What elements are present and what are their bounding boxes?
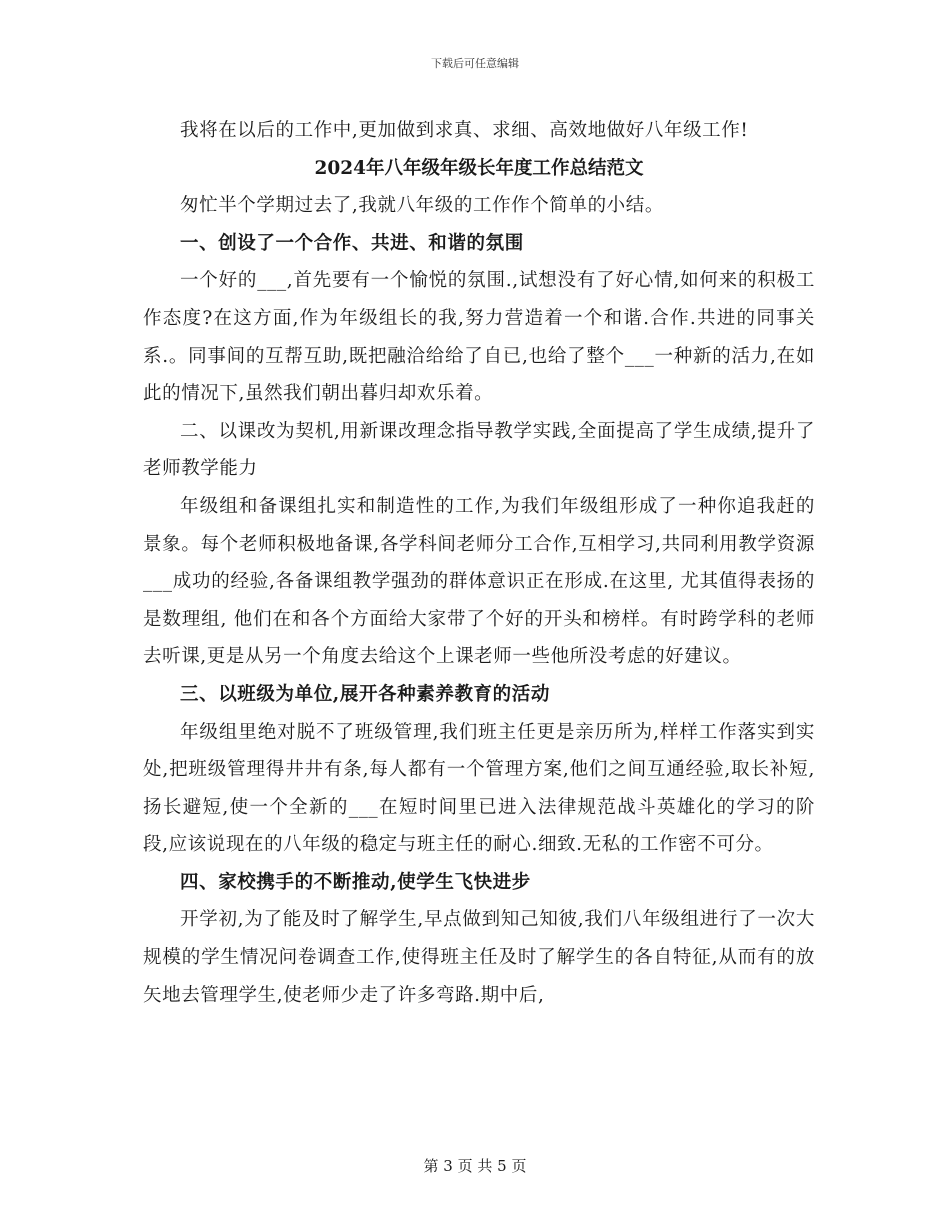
page-header: 下载后可任意编辑 bbox=[431, 57, 519, 70]
section-heading-3: 三、以班级为单位,展开各种素养教育的活动 bbox=[180, 683, 550, 705]
paragraph-opening: 匆忙半个学期过去了,我就八年级的工作作个简单的小结。 bbox=[180, 195, 664, 217]
paragraph-section-3: 年级组里绝对脱不了班级管理,我们班主任更是亲历所为,样样工作落实到实处,把班级管理得井井有条,每人都有一个管理方案,他们之间互通经验,取长补短,扬长避短,使一个全新的___在短时间里已进入法律规范战斗英雄化的学习的阶段,应该说现在的八年级的稳定与班主任的耐心.细致.无私的工作密不可分。 bbox=[143, 721, 815, 856]
page-number-footer: 第 3 页 共 5 页 bbox=[423, 1157, 527, 1175]
paragraph-section-1: 一个好的___,首先要有一个愉悦的氛围.,试想没有了好心情,如何来的积极工作态度?在这方面,作为年级组长的我,努力营造着一个和谐.合作.共进的同事关系.。同事间的互帮互助,既把融洽给给了自已,也给了整个___一种新的活力,在如此的情况下,虽然我们朝出暮归却欢乐着。 bbox=[143, 270, 815, 405]
paragraph-section-2: 年级组和备课组扎实和制造性的工作,为我们年级组形成了一种你追我赶的景象。每个老师积极地备课,各学科间老师分工合作,互相学习,共同利用教学资源___成功的经验,各备课组教学强劲的群体意识正在形成.在这里, 尤其值得表扬的是数理组, 他们在和各个方面给大家带了个好的开头和榜样。有时跨学科的老师去听课,更是从另一个角度去给这个上课老师一些他所没考虑的好建议。 bbox=[143, 495, 815, 668]
document-body bbox=[143, 112, 815, 1014]
paragraph-section-4: 开学初,为了能及时了解学生,早点做到知己知彼,我们八年级组进行了一次大规模的学生情况问卷调查工作,使得班主任及时了解学生的各自特征,从而有的放矢地去管理学生,使老师少走了许多弯路.期中后, bbox=[143, 909, 815, 1006]
section-heading-2: 二、以课改为契机,用新课改理念指导教学实践,全面提高了学生成绩,提升了老师教学能力 bbox=[143, 420, 815, 480]
section-heading-1: 一、创设了一个合作、共进、和谐的氛围 bbox=[180, 232, 524, 254]
document-title: 2024年八年级年级长年度工作总结范文 bbox=[314, 157, 644, 179]
intro-paragraph: 我将在以后的工作中,更加做到求真、求细、高效地做好八年级工作! bbox=[180, 120, 749, 141]
section-heading-4: 四、家校携手的不断推动,使学生飞快进步 bbox=[180, 871, 531, 893]
